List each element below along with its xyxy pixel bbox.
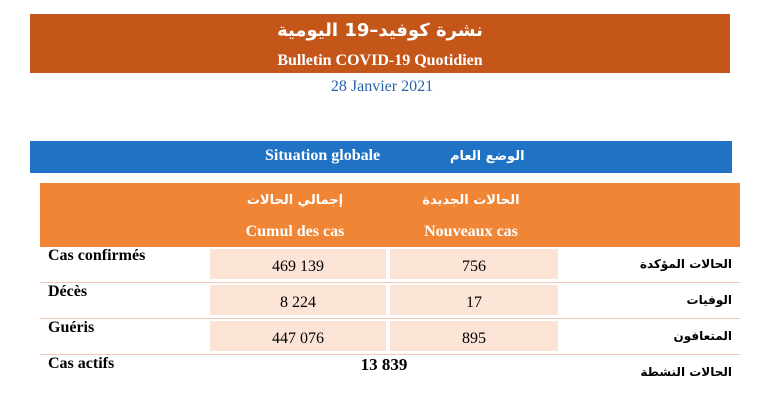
col-nouveaux-french: Nouveaux cas: [424, 223, 518, 240]
cumul-value: 469 139: [272, 258, 324, 275]
row-label-french: Guéris: [48, 319, 95, 336]
active-label-french: Cas actifs: [48, 355, 115, 372]
cumul-value: 447 076: [272, 330, 324, 347]
table-row-active: [40, 355, 740, 392]
col-cumul-french: Cumul des cas: [245, 223, 345, 240]
table-row: [40, 247, 740, 282]
section-title-french: Situation globale: [265, 147, 381, 164]
row-label-french: Cas confirmés: [48, 247, 146, 264]
section-title-arabic: الوضع العام: [450, 149, 525, 164]
row-label-french: Décès: [48, 283, 88, 300]
nouveaux-cell: [390, 249, 558, 279]
nouveaux-cell: [390, 321, 558, 351]
col-nouveaux-arabic: الحالات الجديدة: [422, 193, 520, 208]
row-label-arabic: الوفيات: [686, 293, 732, 307]
cumul-cell: [210, 321, 386, 351]
nouveaux-value: 17: [466, 294, 482, 311]
row-label-arabic: الحالات المؤكدة: [639, 257, 732, 271]
header-title-french: Bulletin COVID-19 Quotidien: [277, 52, 483, 69]
header-title-arabic: نشرة كوفيد–19 اليومية: [277, 20, 483, 41]
table-row: [40, 319, 740, 354]
cumul-value: 8 224: [280, 294, 316, 311]
nouveaux-value: 895: [462, 330, 486, 347]
cumul-cell: [210, 249, 386, 279]
cumul-cell: [210, 285, 386, 315]
active-value: 13 839: [360, 355, 408, 374]
section-bar: [30, 141, 732, 173]
bulletin-date: 28 Janvier 2021: [330, 78, 434, 95]
active-label-arabic: الحالات النشطة: [640, 365, 732, 379]
nouveaux-value: 756: [462, 258, 486, 275]
table-row: [40, 283, 740, 318]
bulletin-header: [30, 14, 730, 73]
nouveaux-cell: [390, 285, 558, 315]
stats-table: [40, 183, 740, 392]
row-label-arabic: المتعافون: [673, 329, 732, 343]
col-cumul-arabic: إجمالي الحالات: [246, 193, 344, 208]
table-header: [40, 183, 740, 247]
active-cell: [210, 357, 558, 387]
